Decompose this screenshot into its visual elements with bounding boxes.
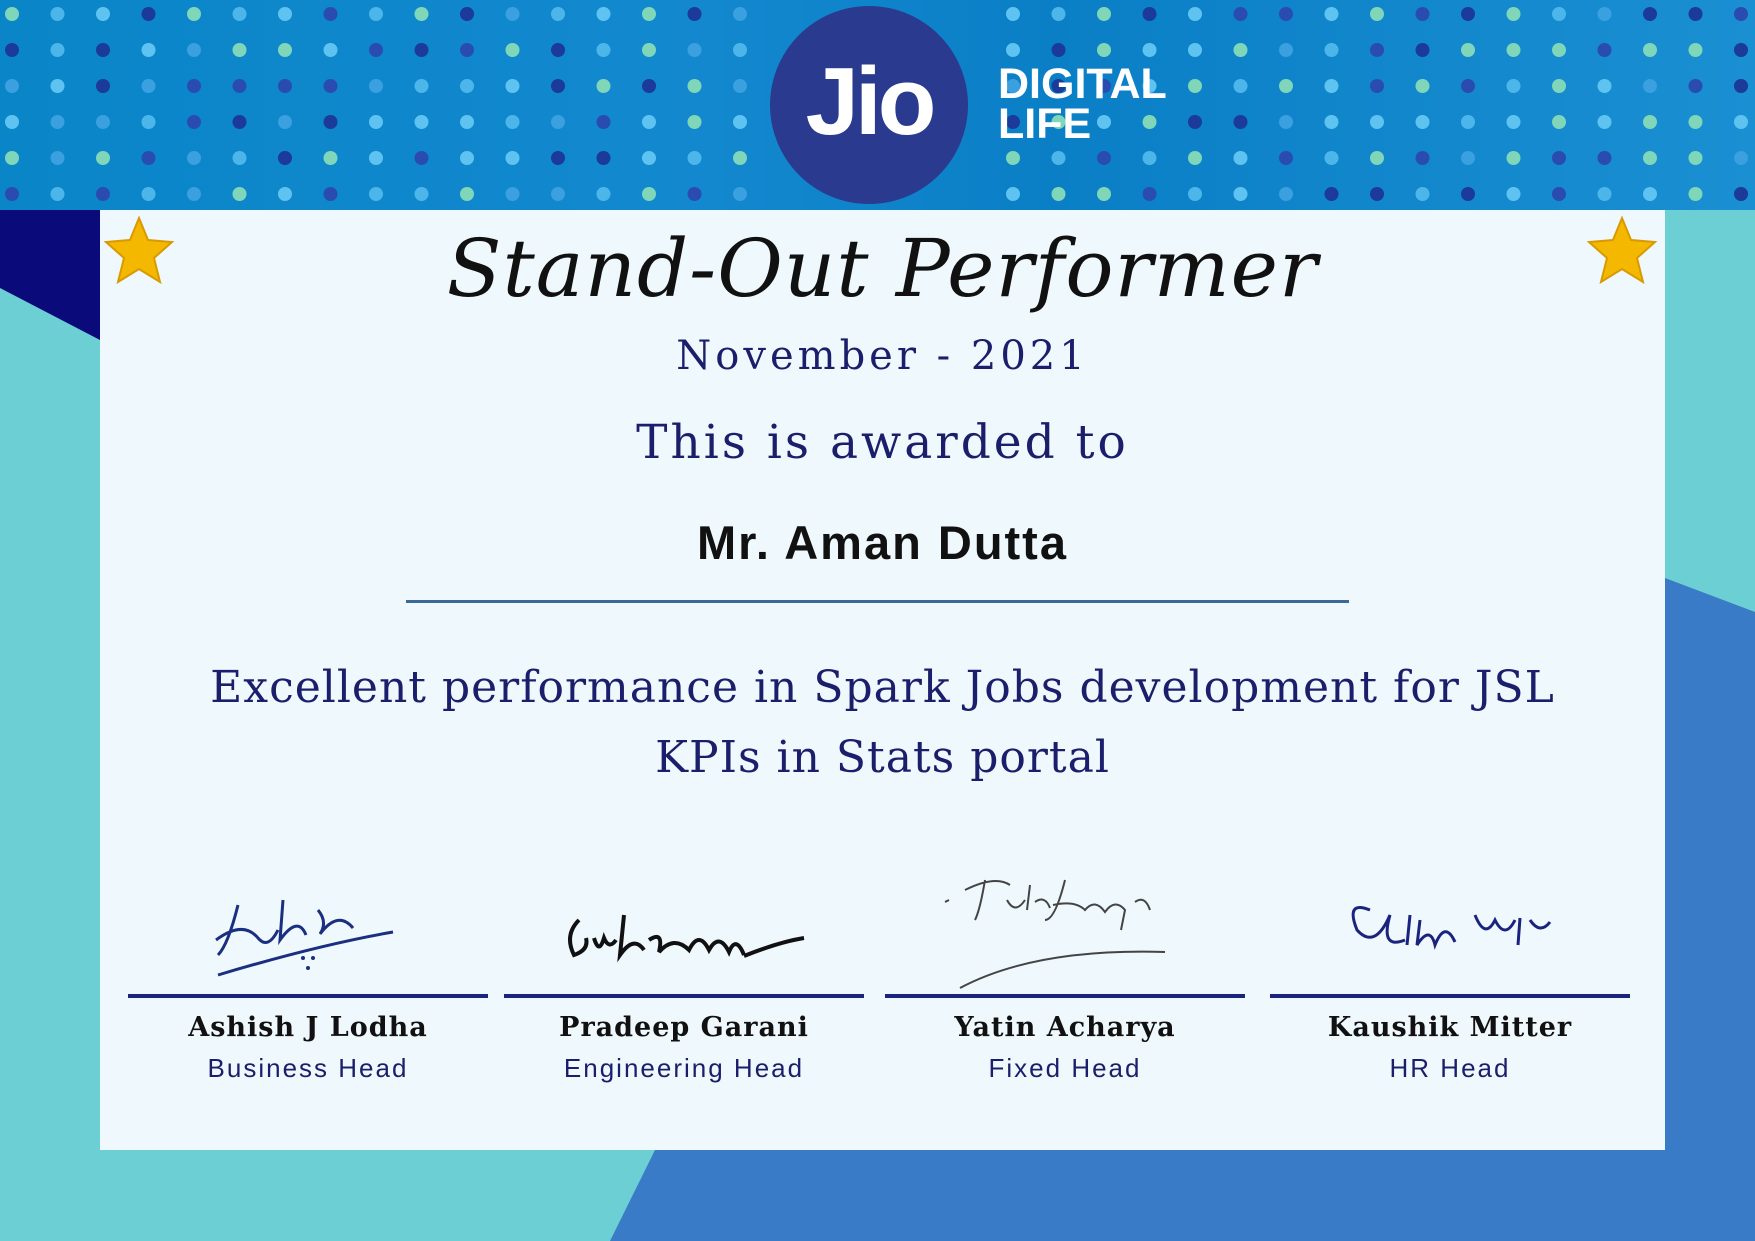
pattern-dot [506,151,520,165]
pattern-dot [1598,43,1612,57]
pattern-dot [1552,115,1566,129]
pattern-dot [5,79,19,93]
pattern-dot [688,43,702,57]
pattern-dot [1643,7,1657,21]
pattern-dot [1370,7,1384,21]
award-reason: Excellent performance in Spark Jobs development for JSL KPIs in Stats portal [210,662,1555,783]
pattern-dot [233,79,247,93]
pattern-dot [1598,151,1612,165]
pattern-dot [733,43,747,57]
pattern-dot [1006,187,1020,201]
pattern-dot [1325,151,1339,165]
pattern-dot [1006,43,1020,57]
pattern-dot [688,187,702,201]
pattern-dot [506,79,520,93]
pattern-dot [187,115,201,129]
pattern-dot [324,187,338,201]
pattern-dot [688,115,702,129]
pattern-dot [642,151,656,165]
pattern-dot [597,187,611,201]
certificate-title: Stand-Out Performer [446,222,1319,315]
signature-icon [198,860,418,980]
pattern-dot [551,151,565,165]
pattern-dot [1507,79,1521,93]
pattern-dot [369,79,383,93]
pattern-dot [1734,151,1748,165]
pattern-dot [1097,187,1111,201]
pattern-dot [1416,79,1430,93]
pattern-dot [597,151,611,165]
pattern-dot [369,187,383,201]
signatory-role: HR Head [1389,1053,1511,1083]
pattern-dot [1188,7,1202,21]
pattern-dot [642,7,656,21]
signature-line [1270,994,1630,998]
pattern-dot [1143,187,1157,201]
pattern-dot [506,115,520,129]
signatory-role: Business Head [207,1053,409,1083]
pattern-dot [1370,115,1384,129]
pattern-dot [1416,187,1430,201]
pattern-dot [5,7,19,21]
pattern-dot [96,79,110,93]
pattern-dot [187,7,201,21]
pattern-dot [733,151,747,165]
pattern-dot [1188,115,1202,129]
pattern-dot [1552,7,1566,21]
pattern-dot [369,43,383,57]
pattern-dot [233,7,247,21]
pattern-dot [1416,115,1430,129]
pattern-dot [187,79,201,93]
pattern-dot [688,151,702,165]
pattern-dot [1734,115,1748,129]
pattern-dot [551,187,565,201]
pattern-dot [1416,7,1430,21]
pattern-dot [1461,79,1475,93]
jio-logo [770,6,968,204]
pattern-dot [1006,7,1020,21]
pattern-dot [1689,187,1703,201]
pattern-dot [551,43,565,57]
pattern-dot [1643,151,1657,165]
pattern-dot [1188,187,1202,201]
pattern-dot [142,187,156,201]
pattern-dot [460,7,474,21]
pattern-dot [1507,187,1521,201]
pattern-dot [1097,151,1111,165]
pattern-dot [233,187,247,201]
signatory-name: Kaushik Mitter [1327,1012,1573,1043]
signature-icon [935,860,1195,990]
pattern-dot [1370,187,1384,201]
pattern-dot [1370,79,1384,93]
pattern-dot [1325,7,1339,21]
pattern-dot [1188,43,1202,57]
pattern-dot [142,43,156,57]
signatory-role: Fixed Head [988,1053,1142,1083]
pattern-dot [1325,79,1339,93]
brand-tagline [998,60,1167,148]
pattern-dot [1643,79,1657,93]
pattern-dot [1734,43,1748,57]
pattern-dot [1643,43,1657,57]
pattern-dot [733,79,747,93]
pattern-dot [1234,187,1248,201]
pattern-dot [688,7,702,21]
pattern-dot [1552,187,1566,201]
pattern-dot [233,151,247,165]
logo-text: Jio [805,48,933,155]
pattern-dot [1325,115,1339,129]
pattern-dot [51,79,65,93]
signature-icon [1335,860,1565,980]
signature-line [504,994,864,998]
pattern-dot [506,187,520,201]
pattern-dot [187,187,201,201]
pattern-dot [51,187,65,201]
pattern-dot [324,151,338,165]
signatory-role: Engineering Head [563,1053,805,1083]
pattern-dot [96,187,110,201]
pattern-dot [96,115,110,129]
pattern-dot [597,79,611,93]
pattern-dot [369,115,383,129]
pattern-dot [278,79,292,93]
pattern-dot [733,115,747,129]
pattern-dot [369,7,383,21]
pattern-dot [1234,115,1248,129]
pattern-dot [688,79,702,93]
pattern-dot [1143,151,1157,165]
pattern-dot [642,115,656,129]
pattern-dot [1279,79,1293,93]
pattern-dot [278,43,292,57]
pattern-dot [5,151,19,165]
pattern-dot [324,115,338,129]
pattern-dot [233,43,247,57]
award-month: November - 2021 [676,333,1089,379]
pattern-dot [1461,187,1475,201]
signature-line [128,994,488,998]
signatory-block [504,860,864,1083]
pattern-dot [415,7,429,21]
pattern-dot [1097,7,1111,21]
pattern-dot [1097,43,1111,57]
signatory-name: Ashish J Lodha [188,1012,428,1043]
pattern-dot [1689,115,1703,129]
pattern-dot [1507,43,1521,57]
pattern-dot [1598,187,1612,201]
pattern-dot [1507,7,1521,21]
pattern-dot [1052,151,1066,165]
pattern-dot [142,151,156,165]
pattern-dot [460,115,474,129]
pattern-dot [597,7,611,21]
pattern-dot [278,151,292,165]
pattern-dot [1507,115,1521,129]
pattern-dot [1279,43,1293,57]
pattern-dot [1734,79,1748,93]
pattern-dot [1234,7,1248,21]
pattern-dot [506,43,520,57]
signatory-name: Pradeep Garani [559,1012,809,1043]
pattern-dot [1279,7,1293,21]
pattern-dot [324,43,338,57]
tagline-line-1: DIGITAL [998,60,1167,108]
pattern-dot [1188,151,1202,165]
pattern-dot [187,151,201,165]
pattern-dot [1643,115,1657,129]
pattern-dot [1734,7,1748,21]
pattern-dot [278,115,292,129]
pattern-dot [1461,151,1475,165]
pattern-dot [1552,151,1566,165]
pattern-dot [142,115,156,129]
pattern-dot [1234,151,1248,165]
pattern-dot [1689,43,1703,57]
pattern-dot [278,7,292,21]
pattern-dot [1416,43,1430,57]
pattern-dot [460,79,474,93]
pattern-dot [733,187,747,201]
pattern-dot [1552,79,1566,93]
pattern-dot [733,7,747,21]
recipient-name: Mr. Aman Dutta [697,516,1068,569]
awarded-to-text: This is awarded to [636,415,1129,470]
pattern-dot [51,43,65,57]
pattern-dot [415,187,429,201]
pattern-dot [415,79,429,93]
signatory-block [885,860,1245,1083]
pattern-dot [597,115,611,129]
pattern-dot [187,43,201,57]
pattern-dot [1279,187,1293,201]
pattern-dot [642,79,656,93]
pattern-dot [1234,43,1248,57]
pattern-dot [96,7,110,21]
pattern-dot [1143,7,1157,21]
signature-line [885,994,1245,998]
pattern-dot [1325,43,1339,57]
pattern-dot [1689,7,1703,21]
pattern-dot [1143,43,1157,57]
pattern-dot [551,115,565,129]
pattern-dot [142,7,156,21]
pattern-dot [278,187,292,201]
pattern-dot [1598,7,1612,21]
pattern-dot [415,151,429,165]
pattern-dot [5,187,19,201]
pattern-dot [1552,43,1566,57]
pattern-dot [1052,7,1066,21]
pattern-dot [1188,79,1202,93]
pattern-dot [5,43,19,57]
pattern-dot [1052,43,1066,57]
pattern-dot [5,115,19,129]
pattern-dot [460,187,474,201]
header-banner [0,0,1755,210]
pattern-dot [1416,151,1430,165]
pattern-dot [551,7,565,21]
pattern-dot [1370,43,1384,57]
pattern-dot [460,151,474,165]
pattern-dot [1598,79,1612,93]
signatory-block [128,860,488,1083]
pattern-dot [642,43,656,57]
pattern-dot [1689,79,1703,93]
pattern-dot [1734,187,1748,201]
pattern-dot [1279,115,1293,129]
pattern-dot [1461,43,1475,57]
signatory-name: Yatin Acharya [954,1012,1176,1043]
pattern-dot [1006,151,1020,165]
pattern-dot [642,187,656,201]
pattern-dot [369,151,383,165]
pattern-dot [506,7,520,21]
pattern-dot [1461,115,1475,129]
pattern-dot [1234,79,1248,93]
tagline-line-2: LIFE [998,100,1092,148]
pattern-dot [1052,187,1066,201]
pattern-dot [324,7,338,21]
pattern-dot [597,43,611,57]
pattern-dot [415,115,429,129]
signatory-block [1270,860,1630,1083]
pattern-dot [51,7,65,21]
pattern-dot [415,43,429,57]
pattern-dot [1598,115,1612,129]
pattern-dot [1325,187,1339,201]
pattern-dot [1279,151,1293,165]
pattern-dot [96,43,110,57]
signature-icon [554,860,814,980]
recipient-underline [406,600,1349,603]
pattern-dot [460,43,474,57]
pattern-dot [1689,151,1703,165]
pattern-dot [1507,151,1521,165]
pattern-dot [1370,151,1384,165]
pattern-dot [233,115,247,129]
pattern-dot [1461,7,1475,21]
pattern-dot [1643,187,1657,201]
pattern-dot [551,79,565,93]
pattern-dot [96,151,110,165]
pattern-dot [142,79,156,93]
pattern-dot [51,115,65,129]
pattern-dot [51,151,65,165]
pattern-dot [324,79,338,93]
